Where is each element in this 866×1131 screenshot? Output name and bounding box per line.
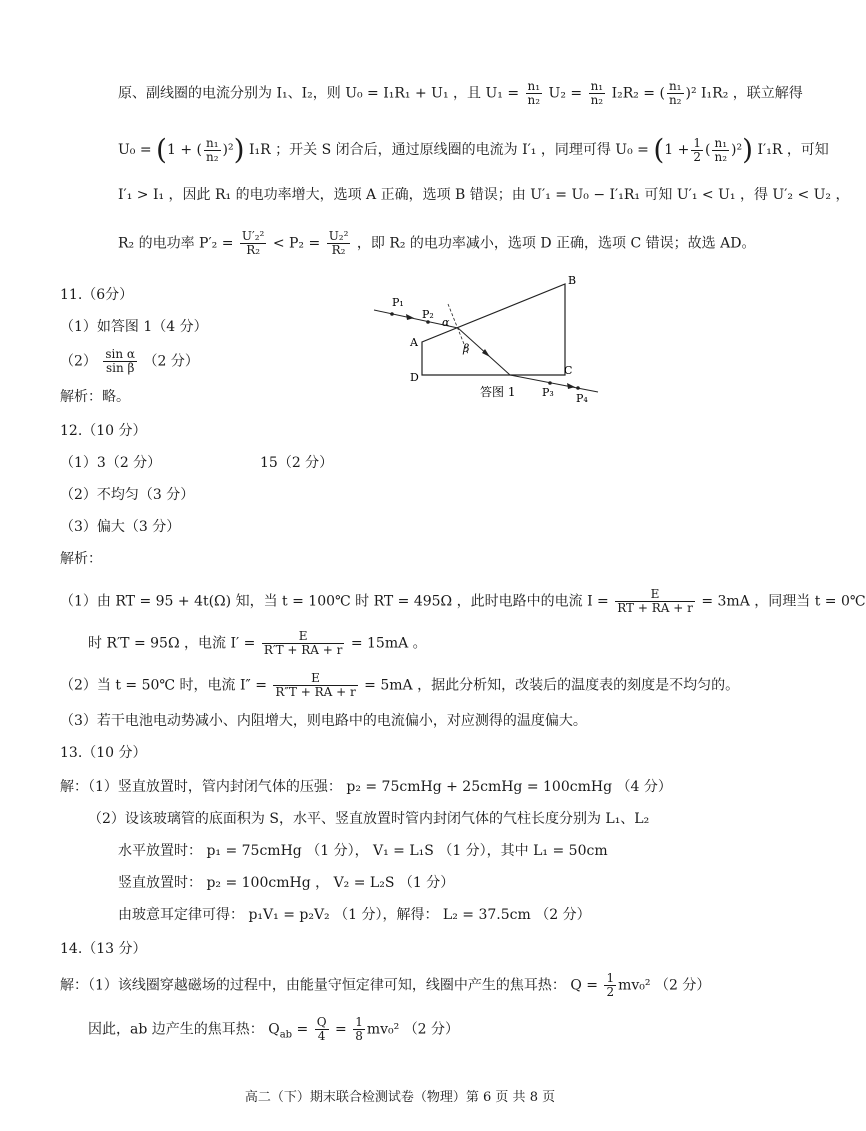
text: )² — [731, 142, 743, 158]
text: （2）当 t = 50℃ 时，电流 I″ = — [60, 677, 267, 694]
denominator: R″T + RA + r — [275, 685, 356, 699]
q12-answer-2: （2）不均匀（3 分） — [60, 487, 195, 503]
numerator: n₁ — [590, 79, 604, 93]
page-footer: 高二（下）期末联合检测试卷（物理）第 6 页 共 8 页 — [244, 1090, 556, 1105]
text: < P₂ = — [272, 235, 321, 252]
q10-line-4 — [118, 230, 755, 257]
q12-title: 12.（10 分） — [60, 423, 147, 439]
label-p3: P₃ — [542, 386, 554, 399]
paren: ( — [653, 133, 665, 166]
label-b: B — [568, 274, 577, 287]
numerator: 1 — [606, 971, 615, 985]
fraction-half — [604, 972, 616, 999]
fraction-Q-4 — [315, 1016, 329, 1043]
q10-line-1 — [118, 80, 803, 107]
numerator: U′₂² — [241, 229, 265, 243]
emergent-ray — [510, 375, 598, 392]
text: mv₀² （2 分） — [366, 1021, 460, 1038]
q13-step-4: 竖直放置时： p₂ = 100cmHg ， V₂ = L₂S （1 分） — [118, 875, 455, 891]
numerator: n₁ — [714, 135, 728, 150]
q13-step-2: （2）设该玻璃管的底面积为 S，水平、竖直放置时管内封闭气体的气柱长度分别为 L₁、L₂ — [88, 811, 650, 827]
denominator: R′T + RA + r — [263, 643, 343, 657]
paren: ( — [156, 133, 167, 166]
text: U₀ = — [118, 142, 152, 158]
figure-caption: 答图 1 — [480, 385, 516, 399]
q13-step-5: 由玻意耳定律可得： p₁V₁ = p₂V₂ （1 分），解得： L₂ = 37.5cm （2 分） — [118, 907, 591, 923]
denominator: 8 — [355, 1029, 363, 1043]
numerator: 1 — [693, 135, 702, 150]
text: I₁R ；开关 S 闭合后，通过原线圈的电流为 I′₁ ，同理可得 U₀ = — [249, 142, 649, 158]
text: = — [296, 1021, 309, 1038]
text: 解：（1）该线圈穿越磁场的过程中，由能量守恒定律可知，线圈中产生的焦耳热： Q = — [60, 977, 599, 994]
text: = 3mA ，同理当 t = 0℃ — [701, 593, 866, 610]
label-c: C — [564, 364, 573, 377]
text: = 5mA ，据此分析知，改装后的温度表的刻度是不均匀的。 — [364, 677, 740, 694]
q12-solution-2 — [60, 672, 739, 699]
denominator: 2 — [606, 985, 615, 999]
label-d: D — [410, 371, 419, 384]
pin-p1 — [390, 312, 394, 316]
fraction-1-8 — [353, 1016, 365, 1043]
fraction-n1-n2 — [526, 80, 543, 107]
prism-outline — [422, 284, 565, 375]
text: I₁、I₂，则 U₀ = I₁R₁ + U₁ ，且 U₁ = — [276, 85, 520, 102]
label-beta: β — [463, 342, 470, 355]
text: mv₀² （2 分） — [618, 977, 711, 994]
fraction-u2-r2 — [327, 230, 351, 257]
numerator: n₁ — [527, 79, 541, 93]
text: U₂ = — [548, 85, 583, 102]
q12-solution-1b — [88, 630, 427, 657]
numerator: E — [262, 630, 345, 644]
subscript: ab — [279, 1029, 293, 1041]
fraction-n1-n2-d — [204, 137, 221, 164]
q12-solution-3: （3）若干电池电动势减小、内阻增大，则电路中的电流偏小，对应测得的温度偏大。 — [60, 713, 587, 729]
q14-title: 14.（13 分） — [60, 941, 147, 957]
denominator: n₂ — [668, 93, 682, 107]
denominator: 2 — [693, 149, 702, 164]
denominator: 4 — [317, 1029, 326, 1043]
q12-answer-1a: （1）3（2 分） — [60, 455, 162, 471]
q10-line-3: I′₁ > I₁ ，因此 R₁ 的电功率增大，选项 A 正确，选项 B 错误；由 U′₁ = U₀ − I′₁R₁ 可知 U′₁ < U₁ ，得 U′₂ < U₂ ， — [118, 187, 850, 203]
denominator: R₂ — [331, 243, 346, 257]
label-alpha: α — [442, 316, 450, 329]
denominator: n₂ — [714, 149, 728, 164]
numerator: Q — [316, 1015, 327, 1029]
label-a: A — [410, 336, 418, 349]
label-p2: P₂ — [422, 308, 434, 321]
numerator: E — [273, 672, 357, 686]
q12-analysis: 解析： — [60, 551, 102, 567]
label-p4: P₄ — [576, 392, 588, 405]
q14-step-1 — [60, 972, 710, 999]
q11-title: 11.（6分） — [60, 287, 134, 303]
q12-answer-1b: 15（2 分） — [260, 455, 334, 471]
pin-p4 — [576, 386, 580, 390]
q13-step-1: 解：（1）竖直放置时，管内封闭气体的压强： p₂ = 75cmHg + 25cmHg = 100cmHg （4 分） — [60, 779, 672, 795]
q11-answer-1: （1）如答图 1（4 分） — [60, 319, 208, 335]
q12-solution-1 — [60, 588, 866, 615]
q14-step-2 — [88, 1016, 459, 1046]
numerator: E — [615, 588, 695, 602]
q11-analysis: 解析：略。 — [60, 389, 130, 405]
arrow-icon — [406, 314, 414, 320]
denominator: n₂ — [590, 93, 604, 107]
fraction-u2p-r2 — [240, 230, 266, 257]
fraction-n1-n2-c — [667, 80, 684, 107]
text: )² — [222, 142, 234, 158]
fraction-n1-n2-b — [589, 80, 606, 107]
q13-title: 13.（10 分） — [60, 745, 147, 761]
fraction-E-den3 — [273, 672, 357, 699]
text: = — [335, 1021, 347, 1038]
text: = 15mA 。 — [350, 635, 427, 652]
denominator: n₂ — [205, 149, 219, 164]
text: （1）由 RT = 95 + 4t(Ω) 知，当 t = 100℃ 时 RT = 495Ω ，此时电路中的电流 I = — [60, 593, 609, 610]
text: I₂R₂ = ( — [611, 85, 665, 102]
text: R₂ 的电功率 P′₂ = — [118, 235, 234, 252]
text: )² I₁R₂ ，联立解得 — [685, 85, 803, 102]
denominator: n₂ — [527, 93, 541, 107]
fraction-half — [691, 137, 703, 164]
fraction-E-den1 — [615, 588, 695, 615]
label-p1: P₁ — [392, 296, 404, 309]
text: （2） — [60, 353, 97, 370]
optics-figure — [370, 270, 610, 410]
paren: ) — [233, 133, 245, 166]
numerator: n₁ — [205, 135, 219, 150]
numerator: 1 — [355, 1015, 363, 1029]
fraction-sina-sinb — [103, 348, 137, 375]
denominator: RT + RA + r — [617, 601, 693, 615]
denominator: R₂ — [246, 243, 261, 257]
fraction-E-den2 — [262, 630, 345, 657]
text: I′₁R ，可知 — [757, 142, 829, 158]
pin-p3 — [548, 381, 552, 385]
text: ，即 R₂ 的电功率减小，选项 D 正确，选项 C 错误；故选 AD。 — [356, 235, 756, 252]
fraction-n1-n2-e — [712, 137, 729, 164]
text: ( — [705, 142, 711, 158]
numerator: n₁ — [668, 79, 682, 93]
q12-answer-3: （3）偏大（3 分） — [60, 519, 181, 535]
text: 时 R′T = 95Ω ，电流 I′ = — [88, 635, 256, 652]
numerator: sin α — [105, 347, 136, 361]
q10-line-2 — [118, 133, 829, 166]
q11-answer-2 — [60, 348, 199, 375]
arrow-icon — [567, 383, 575, 389]
paren: ) — [742, 133, 754, 166]
q13-step-3: 水平放置时： p₁ = 75cmHg （1 分）， V₁ = L₁S （1 分），其中 L₁ = 50cm — [118, 843, 608, 859]
numerator: U₂² — [328, 229, 349, 243]
text: 1 + ( — [166, 142, 202, 158]
text: 1 + — [664, 142, 690, 158]
text: 因此，ab 边产生的焦耳热： Q — [88, 1021, 280, 1038]
text: 原、副线圈的电流分别为 — [118, 85, 272, 102]
text: （2 分） — [143, 353, 199, 370]
denominator: sin β — [105, 361, 135, 375]
